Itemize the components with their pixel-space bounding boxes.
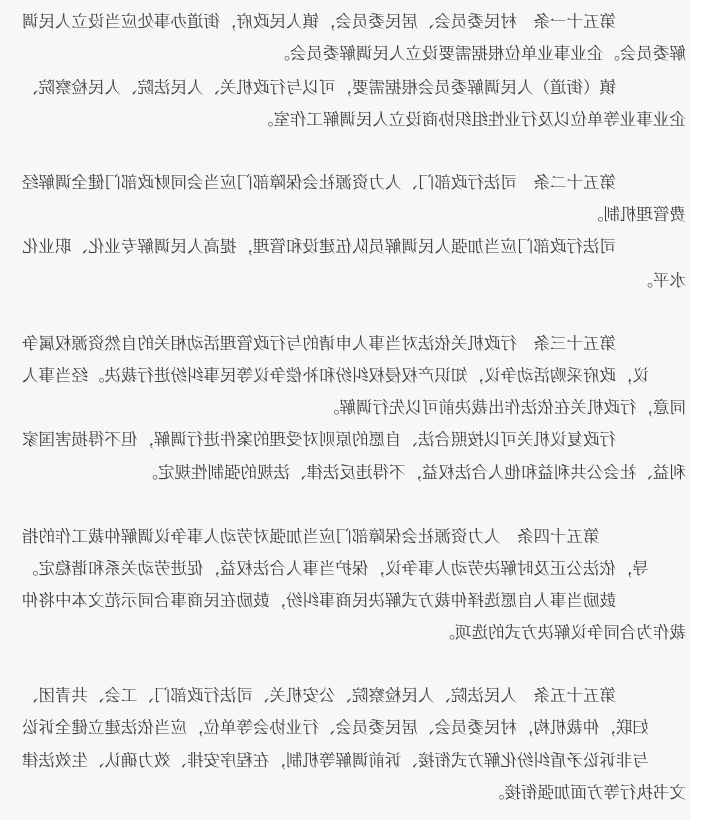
article-line: 行政复议机关可以按照合法、自愿的原则对受理的案件进行调解，但不得损害国家 (22, 430, 616, 449)
article-line: 企业事业等单位以及行业性组织协商设立人民调解工作室。 (257, 110, 686, 129)
article-line: 同意，行政机关在依法作出裁决前可以先行调解。 (323, 398, 686, 417)
article-line: 文书执行等方面加强衔接。 (488, 783, 686, 802)
article-line: 水平。 (636, 271, 686, 290)
article-line: 导，依法公正及时解决劳动人事争议，保护当事人合法权益，促进劳动关系和谐稳定。 (22, 559, 649, 578)
article-line: 裁作为合同争议解决方式的选项。 (438, 623, 686, 642)
article-line: 鼓励当事人自愿选择仲裁方式解决民商事纠纷，鼓励在民商事合同示范文本中将仲 (22, 591, 616, 610)
article-line: 第五十四条 人力资源社会保障部门应当加强对劳动人事争议调解仲裁工作的指 (22, 527, 600, 546)
article-line: 司法行政部门应当加强人民调解员队伍建设和管理，提高人民调解专业化、职业化 (22, 237, 616, 256)
article-line: 解委员会。企业事业单位根据需要设立人民调解委员会。 (273, 44, 686, 63)
article-line: 第五十一条 村民委员会、居民委员会，镇人民政府，街道办事处应当设立人民调 (22, 12, 616, 31)
article-line: 妇联，仲裁机构，村民委员会、居民委员会、行业协会等单位，应当依法建立健全诉讼 (22, 718, 649, 737)
article-line: 第五十二条 司法行政部门、人力资源社会保障部门应当会同财政部门健全调解经 (22, 173, 616, 192)
article-line: 第五十三条 行政机关依法对当事人申请的与行政管理活动相关的自然资源权属争 (22, 334, 616, 353)
article-line: 费管理机制。 (587, 205, 686, 224)
article-line: 第五十五条 人民法院、人民检察院、公安机关、司法行政部门、工会、共青团、 (22, 686, 616, 705)
article-line: 与非诉讼矛盾纠纷化解方式衔接、诉前调解等机制，在程序安排、效力确认、生效法律 (22, 751, 649, 770)
article-line: 利益、社会公共利益和他人合法权益，不得违反法律、法规的强制性规定。 (141, 463, 686, 482)
article-line: 议，政府采购活动争议，知识产权侵权纠纷和补偿争议等民事纠纷进行裁决。经当事人 (22, 366, 649, 385)
article-line: 镇（街道）人民调解委员会根据需要，可以与行政机关、人民法院、人民检察院、 (22, 78, 616, 97)
